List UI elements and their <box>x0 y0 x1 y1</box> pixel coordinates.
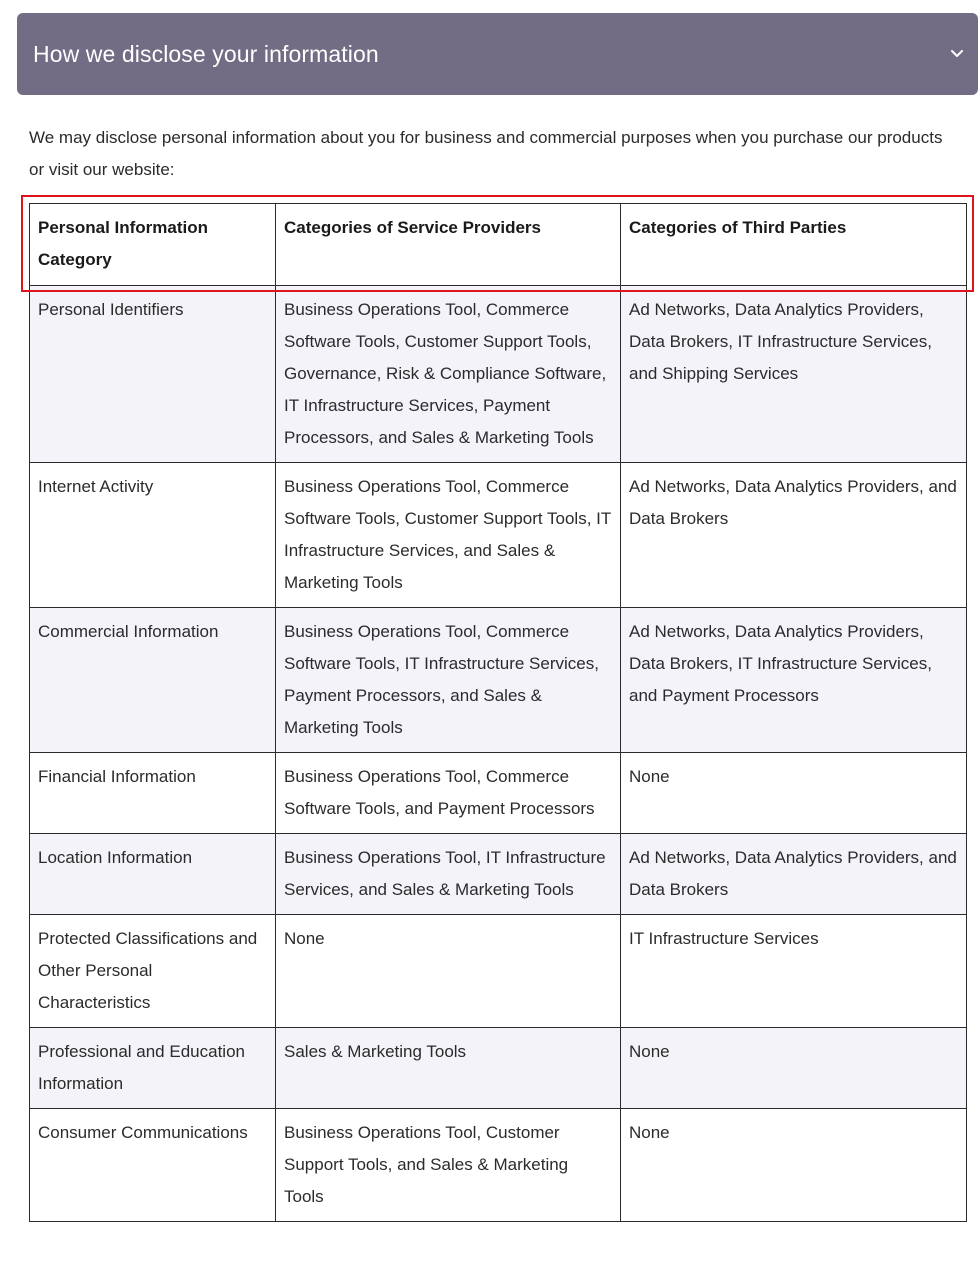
cell-service-providers: Sales & Marketing Tools <box>276 1028 621 1109</box>
cell-service-providers: None <box>276 915 621 1028</box>
table-row <box>30 463 967 608</box>
cell-third-parties: None <box>621 1109 967 1222</box>
chevron-down-icon[interactable] <box>950 47 964 61</box>
header-category: Personal Information Category <box>30 204 276 286</box>
cell-third-parties: Ad Networks, Data Analytics Providers, and Data Brokers <box>621 463 967 608</box>
cell-service-providers: Business Operations Tool, Commerce Software Tools, IT Infrastructure Services, Payment Processors, and Sales & Marketing Tools <box>276 608 621 753</box>
accordion-header[interactable] <box>17 13 978 95</box>
cell-service-providers: Business Operations Tool, Commerce Software Tools, Customer Support Tools, Governance, Risk & Compliance Software, IT Infrastructure Services, Payment Processors, and Sales & Marketing Tools <box>276 286 621 463</box>
cell-category: Location Information <box>30 834 276 915</box>
table-row <box>30 1109 967 1222</box>
table-row <box>30 915 967 1028</box>
table-row <box>30 753 967 834</box>
cell-category: Professional and Education Information <box>30 1028 276 1109</box>
table-row <box>30 1028 967 1109</box>
cell-service-providers: Business Operations Tool, IT Infrastructure Services, and Sales & Marketing Tools <box>276 834 621 915</box>
cell-third-parties: IT Infrastructure Services <box>621 915 967 1028</box>
table-row <box>30 834 967 915</box>
cell-third-parties: Ad Networks, Data Analytics Providers, Data Brokers, IT Infrastructure Services, and Shipping Services <box>621 286 967 463</box>
table-row <box>30 286 967 463</box>
intro-text: We may disclose personal information about you for business and commercial purposes when you purchase our products or visit our website: <box>29 128 943 179</box>
table-header-row <box>30 204 967 286</box>
cell-third-parties: Ad Networks, Data Analytics Providers, and Data Brokers <box>621 834 967 915</box>
cell-service-providers: Business Operations Tool, Commerce Software Tools, and Payment Processors <box>276 753 621 834</box>
disclosure-table <box>29 203 967 1222</box>
cell-third-parties: None <box>621 753 967 834</box>
cell-category: Protected Classifications and Other Personal Characteristics <box>30 915 276 1028</box>
cell-third-parties: None <box>621 1028 967 1109</box>
cell-service-providers: Business Operations Tool, Customer Support Tools, and Sales & Marketing Tools <box>276 1109 621 1222</box>
header-third-parties: Categories of Third Parties <box>621 204 967 286</box>
table-row <box>30 608 967 753</box>
cell-category: Commercial Information <box>30 608 276 753</box>
cell-category: Internet Activity <box>30 463 276 608</box>
cell-category: Personal Identifiers <box>30 286 276 463</box>
cell-third-parties: Ad Networks, Data Analytics Providers, Data Brokers, IT Infrastructure Services, and Payment Processors <box>621 608 967 753</box>
header-service-providers: Categories of Service Providers <box>276 204 621 286</box>
accordion-title: How we disclose your information <box>33 40 379 67</box>
cell-service-providers: Business Operations Tool, Commerce Software Tools, Customer Support Tools, IT Infrastructure Services, and Sales & Marketing Tools <box>276 463 621 608</box>
cell-category: Financial Information <box>30 753 276 834</box>
cell-category: Consumer Communications <box>30 1109 276 1222</box>
